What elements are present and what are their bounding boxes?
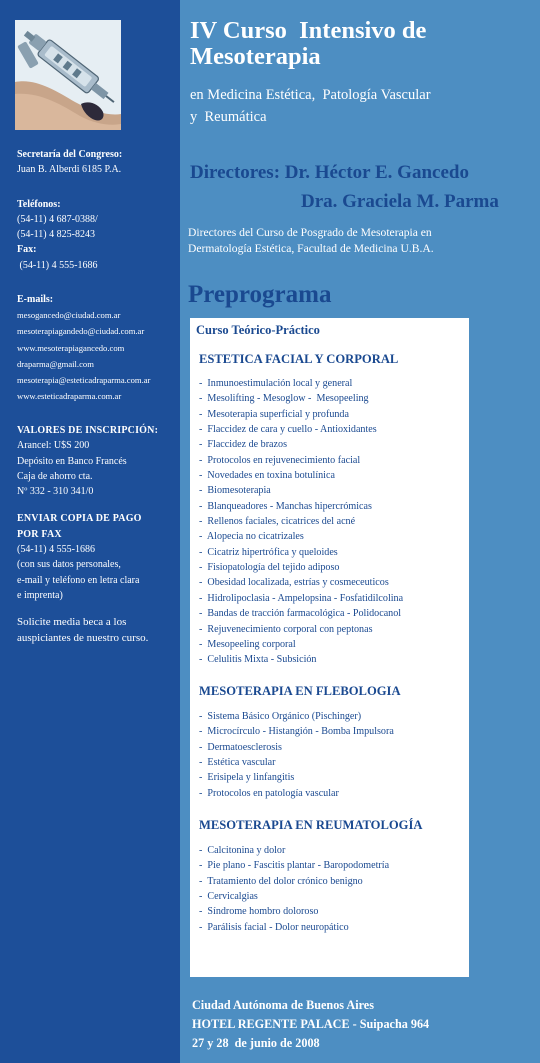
directors-block xyxy=(190,158,535,216)
program-item: - Rejuvenecimiento corporal con peptonas xyxy=(199,623,373,635)
program-item: - Síndrome hombro doloroso xyxy=(199,906,319,918)
beca-line-2: auspiciantes de nuestro curso. xyxy=(17,631,149,644)
footer-venue: HOTEL REGENTE PALACE - Suipacha 964 xyxy=(192,1017,430,1031)
course-title-line-2: Mesoterapia xyxy=(190,43,321,70)
fax-number: (54-11) 4 555-1686 xyxy=(17,259,98,271)
program-item: - Dermatoesclerosis xyxy=(199,741,282,753)
program-item: - Cervicalgias xyxy=(199,891,258,903)
program-item: - Cicatriz hipertrófica y queloides xyxy=(199,546,338,558)
program-item: - Bandas de tracción farmacológica - Polidocanol xyxy=(199,608,402,620)
telefonos-label: Teléfonos: xyxy=(17,198,61,210)
email-item[interactable]: mesoterapia@esteticadraparma.com.ar xyxy=(17,374,151,385)
enviar-fax: (54-11) 4 555-1686 xyxy=(17,544,95,556)
event-location-footer xyxy=(192,996,429,1053)
program-item: - Tratamiento del dolor crónico benigno xyxy=(199,875,363,887)
section-title-estetica: ESTETICA FACIAL Y CORPORAL xyxy=(199,352,399,366)
program-item: - Flaccidez de brazos xyxy=(199,439,287,451)
program-item: - Erisipela y linfangitis xyxy=(199,772,295,784)
main-panel xyxy=(180,0,540,1063)
emails-label: E-mails: xyxy=(17,294,54,306)
posgrado-line-1: Directores del Curso de Posgrado de Mesoterapia en xyxy=(188,226,432,239)
program-item: - Parálisis facial - Dolor neuropático xyxy=(199,921,349,933)
website-link[interactable]: www.esteticadraparma.com.ar xyxy=(17,390,122,401)
program-item: - Rellenos faciales, cicatrices del acné xyxy=(199,516,356,528)
program-item: - Obesidad localizada, estrías y cosmeceuticos xyxy=(199,577,389,589)
course-subtitle xyxy=(190,84,535,128)
section-list-reumatologia xyxy=(199,843,389,935)
deposito-line-1: Depósito en Banco Francés xyxy=(17,455,127,467)
program-item: - Inmunoestimulación local y general xyxy=(199,378,353,389)
program-item: - Protocolos en rejuvenecimiento facial xyxy=(199,454,361,466)
mesotherapy-injection-gun-icon xyxy=(15,20,121,130)
phone-1: (54-11) 4 687-0388/ xyxy=(17,213,98,225)
course-subtitle-line-2: y Reumática xyxy=(190,109,267,125)
fax-label: Fax: xyxy=(17,244,37,256)
program-item: - Fisiopatología del tejido adiposo xyxy=(199,562,340,574)
program-item: - Sistema Básico Orgánico (Pischinger) xyxy=(199,711,362,722)
program-item: - Blanqueadores - Manchas hipercrómicas xyxy=(199,500,372,512)
section-list-estetica xyxy=(199,376,403,668)
program-item: - Microcírculo - Histangión - Bomba Impulsora xyxy=(199,726,394,738)
enviar-note-1: (con sus datos personales, xyxy=(17,559,121,571)
course-title-line-1: IV Curso Intensivo de xyxy=(190,17,427,44)
section-title-flebologia: MESOTERAPIA EN FLEBOLOGIA xyxy=(199,684,401,698)
program-item: - Mesopeeling corporal xyxy=(199,638,296,650)
footer-dates: 27 y 28 de junio de 2008 xyxy=(192,1036,320,1050)
sidebar-text xyxy=(17,147,177,646)
course-title xyxy=(190,18,535,70)
program-box xyxy=(190,318,469,977)
valores-label: VALORES DE INSCRIPCIÓN: xyxy=(17,424,159,436)
program-item: - Alopecia no cicatrizales xyxy=(199,531,304,543)
section-title-reumatologia: MESOTERAPIA EN REUMATOLOGÍA xyxy=(199,818,423,832)
program-item: - Mesolifting - Mesoglow - Mesopeeling xyxy=(199,393,369,405)
program-item: - Biomesoterapia xyxy=(199,485,271,497)
email-item[interactable]: mesogancedo@ciudad.com.ar xyxy=(17,310,121,321)
director-name-1: Dr. Héctor E. Gancedo xyxy=(284,162,469,183)
deposito-line-3: Nº 332 - 310 341/0 xyxy=(17,486,94,498)
section-list-flebologia xyxy=(199,709,394,801)
program-item: - Mesoterapia superficial y profunda xyxy=(199,408,349,420)
enviar-note-2: e-mail y teléfono en letra clara xyxy=(17,574,140,586)
secretaria-address: Juan B. Alberdi 6185 P.A. xyxy=(17,164,122,176)
website-link[interactable]: www.mesoterapiagancedo.com xyxy=(17,342,125,353)
program-item: - Novedades en toxina botulínica xyxy=(199,470,335,482)
program-item: - Estética vascular xyxy=(199,757,276,769)
program-subtitle: Curso Teórico-Práctico xyxy=(196,323,320,337)
director-name-2: Dra. Graciela M. Parma xyxy=(301,191,499,212)
phone-2: (54-11) 4 825-8243 xyxy=(17,229,95,241)
logo-illustration xyxy=(15,20,121,130)
preprograma-heading: Preprograma xyxy=(188,281,332,308)
enviar-label-2: POR FAX xyxy=(17,528,62,540)
program-item: - Celulitis Mixta - Subsición xyxy=(199,654,317,666)
course-subtitle-line-1: en Medicina Estética, Patología Vascular xyxy=(190,87,431,103)
footer-city: Ciudad Autónoma de Buenos Aires xyxy=(192,998,374,1012)
deposito-line-2: Caja de ahorro cta. xyxy=(17,470,93,482)
directors-label: Directores: xyxy=(190,162,281,183)
posgrado-line-2: Dermatología Estética, Facultad de Medicina U.B.A. xyxy=(188,242,434,255)
email-item[interactable]: mesoterapiagandedo@ciudad.com.ar xyxy=(17,326,145,337)
program-item: - Protocolos en patología vascular xyxy=(199,787,339,799)
arancel: Arancel: U$S 200 xyxy=(17,440,90,452)
enviar-label-1: ENVIAR COPIA DE PAGO xyxy=(17,513,142,525)
sidebar xyxy=(0,0,180,1063)
posgrado-note xyxy=(188,225,533,257)
program-item: - Calcitonina y dolor xyxy=(199,845,286,856)
enviar-note-3: e imprenta) xyxy=(17,589,63,601)
program-item: - Flaccidez de cara y cuello - Antioxidantes xyxy=(199,424,377,436)
beca-line-1: Solicite media beca a los xyxy=(17,616,127,629)
program-item: - Pie plano - Fascitis plantar - Baropodometría xyxy=(199,860,390,872)
secretaria-label: Secretaría del Congreso: xyxy=(17,149,123,160)
email-item[interactable]: draparma@gmail.com xyxy=(17,358,94,369)
program-item: - Hidrolipoclasia - Ampelopsina - Fosfatidilcolina xyxy=(199,592,404,604)
